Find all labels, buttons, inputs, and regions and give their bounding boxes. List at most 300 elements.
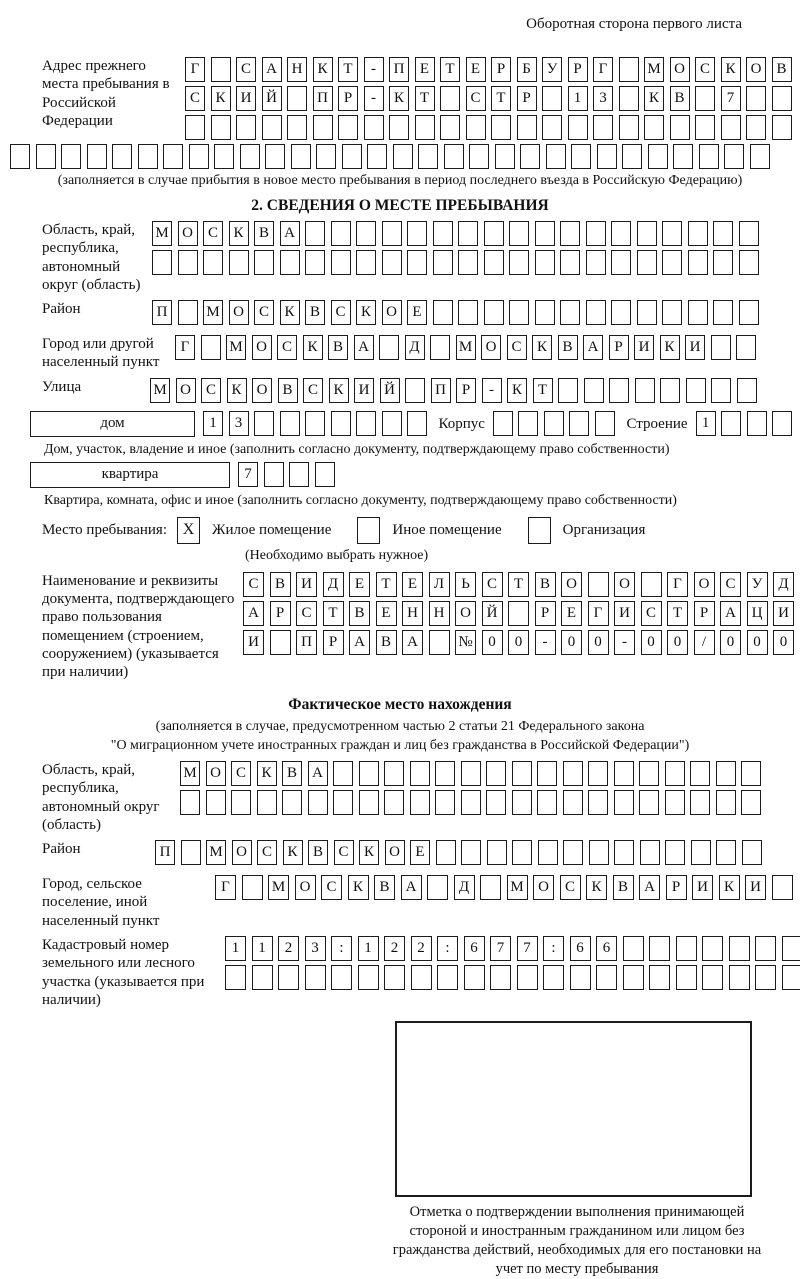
char-cell[interactable]: К [280,300,300,325]
char-cell[interactable] [729,936,750,961]
char-cell[interactable] [112,144,132,169]
char-cell[interactable] [688,221,708,246]
char-cell[interactable]: В [535,572,556,597]
char-cell[interactable] [331,411,351,436]
char-cell[interactable] [637,221,657,246]
char-cell[interactable] [535,250,555,275]
char-cell[interactable] [333,790,353,815]
char-cell[interactable]: С [334,840,354,865]
char-cell[interactable]: Р [456,378,476,403]
char-cell[interactable] [563,761,583,786]
char-cell[interactable] [688,300,708,325]
char-cell[interactable]: 2 [411,936,432,961]
char-cell[interactable] [739,300,759,325]
char-cell[interactable]: К [721,57,741,82]
char-cell[interactable] [240,144,260,169]
char-cell[interactable] [461,840,481,865]
char-cell[interactable]: : [331,936,352,961]
char-cell[interactable] [367,144,387,169]
char-cell[interactable] [305,965,326,990]
char-cell[interactable] [211,115,231,140]
char-cell[interactable] [464,965,485,990]
char-cell[interactable] [537,790,557,815]
char-cell[interactable]: 1 [696,411,716,436]
char-cell[interactable] [458,300,478,325]
char-cell[interactable]: № [455,630,476,655]
char-cell[interactable] [699,144,719,169]
char-cell[interactable] [384,761,404,786]
char-cell[interactable]: Р [270,601,291,626]
char-cell[interactable] [178,300,198,325]
char-cell[interactable] [639,790,659,815]
char-cell[interactable]: В [772,57,792,82]
char-cell[interactable]: Д [454,875,475,900]
char-cell[interactable] [382,411,402,436]
char-cell[interactable] [201,335,221,360]
char-cell[interactable]: - [482,378,502,403]
char-cell[interactable]: С [296,601,317,626]
char-cell[interactable] [252,965,273,990]
char-cell[interactable]: П [155,840,175,865]
char-cell[interactable]: Р [517,86,537,111]
char-cell[interactable] [695,86,715,111]
char-cell[interactable] [623,965,644,990]
char-cell[interactable] [389,115,409,140]
char-cell[interactable] [280,250,300,275]
char-cell[interactable]: О [455,601,476,626]
char-cell[interactable] [331,221,351,246]
char-cell[interactable] [486,790,506,815]
stay-option-residential-checkbox[interactable]: X [177,517,200,544]
char-cell[interactable] [225,965,246,990]
char-cell[interactable] [433,300,453,325]
char-cell[interactable]: О [229,300,249,325]
char-cell[interactable] [641,572,662,597]
char-cell[interactable] [305,221,325,246]
char-cell[interactable] [596,965,617,990]
char-cell[interactable]: М [150,378,170,403]
char-cell[interactable] [586,250,606,275]
char-cell[interactable]: 3 [229,411,249,436]
char-cell[interactable]: К [660,335,680,360]
char-cell[interactable]: - [364,86,384,111]
char-cell[interactable]: О [481,335,501,360]
char-cell[interactable]: Т [667,601,688,626]
char-cell[interactable] [614,761,634,786]
char-cell[interactable]: 1 [225,936,246,961]
char-cell[interactable] [333,761,353,786]
char-cell[interactable] [649,965,670,990]
char-cell[interactable] [690,761,710,786]
char-cell[interactable] [736,335,756,360]
char-cell[interactable] [560,250,580,275]
char-cell[interactable]: Р [666,875,687,900]
char-cell[interactable]: В [305,300,325,325]
char-cell[interactable]: Д [323,572,344,597]
char-cell[interactable] [87,144,107,169]
char-cell[interactable]: А [349,630,370,655]
char-cell[interactable] [772,411,792,436]
char-cell[interactable] [586,300,606,325]
char-cell[interactable]: О [252,378,272,403]
char-cell[interactable] [287,86,307,111]
char-cell[interactable] [739,221,759,246]
char-cell[interactable] [676,965,697,990]
char-cell[interactable] [517,965,538,990]
char-cell[interactable]: И [614,601,635,626]
char-cell[interactable]: В [278,378,298,403]
char-cell[interactable]: С [277,335,297,360]
char-cell[interactable] [429,630,450,655]
char-cell[interactable]: К [229,221,249,246]
char-cell[interactable]: Т [376,572,397,597]
char-cell[interactable]: С [482,572,503,597]
char-cell[interactable] [433,250,453,275]
char-cell[interactable] [746,115,766,140]
char-cell[interactable]: А [401,875,422,900]
char-cell[interactable] [316,144,336,169]
char-cell[interactable]: 3 [305,936,326,961]
char-cell[interactable] [584,378,604,403]
char-cell[interactable]: В [670,86,690,111]
char-cell[interactable] [611,300,631,325]
char-cell[interactable]: Т [338,57,358,82]
char-cell[interactable] [415,115,435,140]
char-cell[interactable] [614,790,634,815]
char-cell[interactable] [542,86,562,111]
char-cell[interactable]: 6 [464,936,485,961]
char-cell[interactable]: И [773,601,794,626]
char-cell[interactable] [741,790,761,815]
char-cell[interactable] [623,936,644,961]
char-cell[interactable] [782,965,800,990]
char-cell[interactable] [509,300,529,325]
char-cell[interactable]: А [262,57,282,82]
char-cell[interactable]: Т [491,86,511,111]
char-cell[interactable]: С [254,300,274,325]
char-cell[interactable] [520,144,540,169]
char-cell[interactable]: М [152,221,172,246]
char-cell[interactable] [702,965,723,990]
char-cell[interactable] [637,250,657,275]
char-cell[interactable]: : [437,936,458,961]
char-cell[interactable]: К [303,335,323,360]
char-cell[interactable]: 0 [482,630,503,655]
char-cell[interactable]: К [313,57,333,82]
char-cell[interactable] [484,300,504,325]
char-cell[interactable] [739,250,759,275]
char-cell[interactable]: С [641,601,662,626]
char-cell[interactable] [673,144,693,169]
char-cell[interactable]: К [211,86,231,111]
char-cell[interactable] [440,86,460,111]
char-cell[interactable] [570,965,591,990]
char-cell[interactable]: С [303,378,323,403]
char-cell[interactable] [690,790,710,815]
char-cell[interactable]: Т [415,86,435,111]
char-cell[interactable]: В [282,761,302,786]
char-cell[interactable]: О [176,378,196,403]
char-cell[interactable]: В [376,630,397,655]
char-cell[interactable] [280,411,300,436]
char-cell[interactable]: М [180,761,200,786]
char-cell[interactable] [509,221,529,246]
char-cell[interactable]: Р [491,57,511,82]
char-cell[interactable] [586,221,606,246]
char-cell[interactable]: М [206,840,226,865]
char-cell[interactable]: С [203,221,223,246]
char-cell[interactable] [716,840,736,865]
char-cell[interactable] [493,411,513,436]
char-cell[interactable]: Л [429,572,450,597]
char-cell[interactable] [637,300,657,325]
char-cell[interactable]: Р [694,601,715,626]
char-cell[interactable]: В [308,840,328,865]
char-cell[interactable] [588,761,608,786]
char-cell[interactable] [427,875,448,900]
char-cell[interactable] [721,411,741,436]
char-cell[interactable] [313,115,333,140]
char-cell[interactable]: Е [415,57,435,82]
char-cell[interactable]: Н [402,601,423,626]
char-cell[interactable]: П [313,86,333,111]
char-cell[interactable] [512,840,532,865]
char-cell[interactable] [543,965,564,990]
char-cell[interactable] [152,250,172,275]
char-cell[interactable]: Ц [747,601,768,626]
char-cell[interactable]: С [231,761,251,786]
char-cell[interactable] [702,936,723,961]
char-cell[interactable] [331,965,352,990]
char-cell[interactable]: 1 [568,86,588,111]
char-cell[interactable] [665,790,685,815]
char-cell[interactable]: А [583,335,603,360]
char-cell[interactable]: К [719,875,740,900]
char-cell[interactable] [560,300,580,325]
char-cell[interactable]: М [507,875,528,900]
char-cell[interactable]: А [354,335,374,360]
char-cell[interactable] [356,250,376,275]
char-cell[interactable] [772,875,793,900]
char-cell[interactable] [305,250,325,275]
char-cell[interactable] [611,250,631,275]
char-cell[interactable] [665,840,685,865]
char-cell[interactable]: : [543,936,564,961]
char-cell[interactable]: Т [440,57,460,82]
char-cell[interactable] [418,144,438,169]
char-cell[interactable] [254,411,274,436]
char-cell[interactable] [458,250,478,275]
char-cell[interactable] [282,790,302,815]
char-cell[interactable] [278,965,299,990]
char-cell[interactable]: - [535,630,556,655]
char-cell[interactable] [437,965,458,990]
char-cell[interactable]: К [586,875,607,900]
char-cell[interactable] [568,115,588,140]
char-cell[interactable] [622,144,642,169]
char-cell[interactable] [665,761,685,786]
char-cell[interactable] [461,790,481,815]
char-cell[interactable]: И [243,630,264,655]
char-cell[interactable] [508,601,529,626]
char-cell[interactable] [619,86,639,111]
char-cell[interactable] [597,144,617,169]
char-cell[interactable] [315,462,335,487]
char-cell[interactable] [480,875,501,900]
char-cell[interactable] [635,378,655,403]
char-cell[interactable] [644,115,664,140]
char-cell[interactable]: 1 [252,936,273,961]
char-cell[interactable] [206,790,226,815]
char-cell[interactable]: Е [561,601,582,626]
char-cell[interactable]: И [354,378,374,403]
char-cell[interactable]: Т [533,378,553,403]
char-cell[interactable]: Т [508,572,529,597]
char-cell[interactable] [393,144,413,169]
char-cell[interactable] [558,378,578,403]
char-cell[interactable] [262,115,282,140]
char-cell[interactable] [466,115,486,140]
char-cell[interactable]: С [201,378,221,403]
char-cell[interactable] [287,115,307,140]
char-cell[interactable] [611,221,631,246]
char-cell[interactable] [484,221,504,246]
char-cell[interactable]: Г [667,572,688,597]
char-cell[interactable] [686,378,706,403]
char-cell[interactable]: А [402,630,423,655]
char-cell[interactable]: О [561,572,582,597]
char-cell[interactable] [236,115,256,140]
char-cell[interactable] [713,250,733,275]
char-cell[interactable] [495,144,515,169]
char-cell[interactable]: С [236,57,256,82]
char-cell[interactable]: И [685,335,705,360]
char-cell[interactable]: П [389,57,409,82]
char-cell[interactable]: 0 [588,630,609,655]
char-cell[interactable] [670,115,690,140]
char-cell[interactable] [729,965,750,990]
char-cell[interactable]: 0 [720,630,741,655]
char-cell[interactable] [469,144,489,169]
char-cell[interactable]: Р [338,86,358,111]
char-cell[interactable]: А [308,761,328,786]
char-cell[interactable] [435,790,455,815]
char-cell[interactable]: Е [402,572,423,597]
char-cell[interactable] [711,378,731,403]
char-cell[interactable]: И [236,86,256,111]
char-cell[interactable] [265,144,285,169]
char-cell[interactable]: К [283,840,303,865]
char-cell[interactable] [512,790,532,815]
char-cell[interactable] [410,761,430,786]
char-cell[interactable]: С [466,86,486,111]
char-cell[interactable] [358,965,379,990]
char-cell[interactable]: 7 [517,936,538,961]
char-cell[interactable] [721,115,741,140]
char-cell[interactable]: Г [175,335,195,360]
char-cell[interactable]: Й [380,378,400,403]
char-cell[interactable]: Е [466,57,486,82]
char-cell[interactable] [410,790,430,815]
char-cell[interactable] [746,86,766,111]
char-cell[interactable]: В [328,335,348,360]
char-cell[interactable]: К [257,761,277,786]
char-cell[interactable] [180,790,200,815]
char-cell[interactable] [660,378,680,403]
char-cell[interactable]: С [720,572,741,597]
char-cell[interactable]: 3 [593,86,613,111]
char-cell[interactable]: О [670,57,690,82]
char-cell[interactable]: К [532,335,552,360]
char-cell[interactable]: А [639,875,660,900]
char-cell[interactable] [619,57,639,82]
char-cell[interactable] [270,630,291,655]
char-cell[interactable] [537,761,557,786]
char-cell[interactable]: - [364,57,384,82]
char-cell[interactable] [772,115,792,140]
char-cell[interactable]: О [746,57,766,82]
char-cell[interactable]: - [614,630,635,655]
char-cell[interactable] [384,965,405,990]
char-cell[interactable] [231,790,251,815]
char-cell[interactable]: О [232,840,252,865]
char-cell[interactable] [203,250,223,275]
char-cell[interactable] [546,144,566,169]
char-cell[interactable] [356,411,376,436]
char-cell[interactable]: 6 [570,936,591,961]
char-cell[interactable] [305,411,325,436]
char-cell[interactable] [544,411,564,436]
char-cell[interactable] [484,250,504,275]
char-cell[interactable] [178,250,198,275]
char-cell[interactable] [755,936,776,961]
char-cell[interactable] [257,790,277,815]
char-cell[interactable] [716,790,736,815]
char-cell[interactable]: С [185,86,205,111]
char-cell[interactable] [741,761,761,786]
char-cell[interactable] [755,965,776,990]
char-cell[interactable] [782,936,800,961]
char-cell[interactable] [291,144,311,169]
char-cell[interactable]: О [252,335,272,360]
char-cell[interactable]: О [178,221,198,246]
char-cell[interactable]: В [558,335,578,360]
char-cell[interactable] [430,335,450,360]
stay-option-other-checkbox[interactable] [357,517,380,544]
char-cell[interactable]: В [254,221,274,246]
char-cell[interactable]: О [206,761,226,786]
char-cell[interactable]: О [385,840,405,865]
char-cell[interactable] [491,115,511,140]
char-cell[interactable] [407,250,427,275]
char-cell[interactable]: С [257,840,277,865]
char-cell[interactable] [444,144,464,169]
char-cell[interactable]: К [329,378,349,403]
char-cell[interactable] [589,840,609,865]
char-cell[interactable] [163,144,183,169]
char-cell[interactable]: Й [262,86,282,111]
char-cell[interactable] [10,144,30,169]
char-cell[interactable]: Д [405,335,425,360]
char-cell[interactable] [384,790,404,815]
char-cell[interactable] [639,761,659,786]
char-cell[interactable] [588,572,609,597]
char-cell[interactable] [713,221,733,246]
char-cell[interactable]: Р [609,335,629,360]
char-cell[interactable]: / [694,630,715,655]
char-cell[interactable]: Р [535,601,556,626]
char-cell[interactable]: 2 [278,936,299,961]
